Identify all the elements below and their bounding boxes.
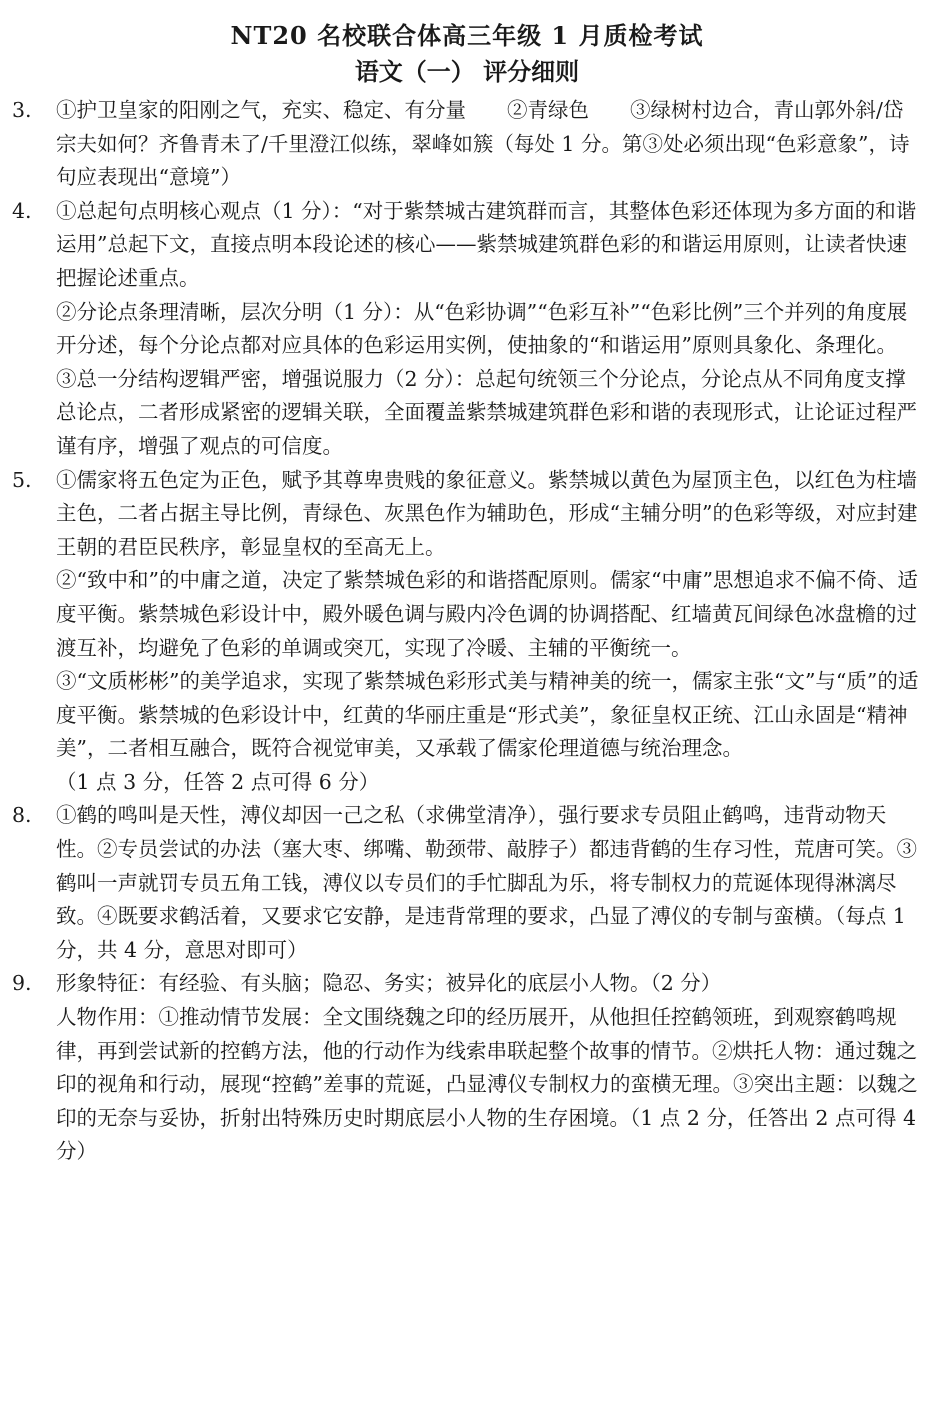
exam-title: NT20 名校联合体高三年级 1 月质检考试 [230, 21, 704, 50]
question-number: 8. [12, 803, 32, 828]
answer-paragraph: ①儒家将五色定为正色，赋予其尊卑贵贱的象征意义。紫禁城以黄色为屋顶主色，以红色为柱墙主色，二者占据主导比例，青绿色、灰黑色作为辅助色，形成“主辅分明”的色彩等级，对应封建王朝的君臣民秩序，彰显皇权的至高无上。 [56, 467, 918, 559]
answer-paragraph: ①鹤的鸣叫是天性，溥仪却因一己之私（求佛堂清净），强行要求专员阻止鹤鸣，违背动物天性。②专员尝试的办法（塞大枣、绑嘴、勒颈带、敲脖子）都违背鹤的生存习性，荒唐可笑。③鹤叫一声就罚专员五角工钱，溥仪以专员们的手忙脚乱为乐，将专制权力的荒诞体现得淋漓尽致。④既要求鹤活着，又要求它安静，是违背常理的要求，凸显了溥仪的专制与蛮横。（每点 1 分，共 4 分，意思对即可） [56, 803, 917, 962]
answer-paragraph: ①护卫皇家的阳刚之气，充实、稳定、有分量 ②青绿色 ③绿树村边合，青山郭外斜/岱宗夫如何？齐鲁青未了/千里澄江似练，翠峰如簇（每处 1 分。第③处必须出现“色彩意象”，诗句应表现出“意境”） [56, 98, 910, 190]
answer-item-4 [12, 195, 922, 464]
answer-item-8 [12, 799, 922, 967]
answer-paragraph: 人物作用：①推动情节发展：全文围绕魏之印的经历展开，从他担任控鹤领班，到观察鹤鸣规律，再到尝试新的控鹤方法，他的行动作为线索串联起整个故事的情节。②烘托人物：通过魏之印的视角和行动，展现“控鹤”差事的荒诞，凸显溥仪专制权力的蛮横无理。③突出主题：以魏之印的无奈与妥协，折射出特殊历史时期底层小人物的生存困境。（1 点 2 分，任答出 2 点可得 4 分） [56, 1005, 918, 1164]
question-number: 3. [12, 98, 32, 122]
answer-paragraph: ③总一分结构逻辑严密，增强说服力（2 分）：总起句统领三个分论点，分论点从不同角度支撑总论点，二者形成紧密的逻辑关联，全面覆盖紫禁城建筑群色彩和谐的表现形式，让论证过程严谨有序，增强了观点的可信度。 [56, 366, 917, 458]
answer-paragraph: ②分论点条理清晰，层次分明（1 分）：从“色彩协调”“色彩互补”“色彩比例”三个并列的角度展开分述，每个分论点都对应具体的色彩运用实例，使抽象的“和谐运用”原则具象化、条理化。 [56, 299, 908, 358]
answer-item-9 [12, 967, 922, 1169]
question-number: 4. [12, 198, 32, 223]
answer-paragraph: ①总起句点明核心观点（1 分）：“对于紫禁城古建筑群而言，其整体色彩还体现为多方面的和谐运用”总起下文，直接点明本段论述的核心——紫禁城建筑群色彩的和谐运用原则，让读者快速把握论述重点。 [56, 198, 917, 290]
question-number: 9. [12, 971, 32, 996]
answer-paragraph: ②“致中和”的中庸之道，决定了紫禁城色彩的和谐搭配原则。儒家“中庸”思想追求不偏不倚、适度平衡。紫禁城色彩设计中，殿外暖色调与殿内冷色调的协调搭配、红墙黄瓦间绿色冰盘檐的过渡互补，均避免了色彩的单调或突兀，实现了冷暖、主辅的平衡统一。 [56, 568, 918, 660]
question-number: 5. [12, 467, 32, 492]
answer-paragraph: 形象特征：有经验、有头脑；隐忍、务实；被异化的底层小人物。（2 分） [56, 971, 722, 996]
answer-item-5 [12, 464, 922, 800]
exam-subtitle: 语文（一） 评分细则 [354, 57, 580, 86]
answer-item-3 [12, 94, 922, 195]
answer-paragraph: ③“文质彬彬”的美学追求，实现了紫禁城色彩形式美与精神美的统一，儒家主张“文”与“质”的适度平衡。紫禁城的色彩设计中，红黄的华丽庄重是“形式美”，象征皇权正统、江山永固是“精神美”，二者相互融合，既符合视觉审美，又承载了儒家伦理道德与统治理念。 [56, 669, 919, 761]
scoring-note: （1 点 3 分，任答 2 点可得 6 分） [56, 769, 380, 794]
